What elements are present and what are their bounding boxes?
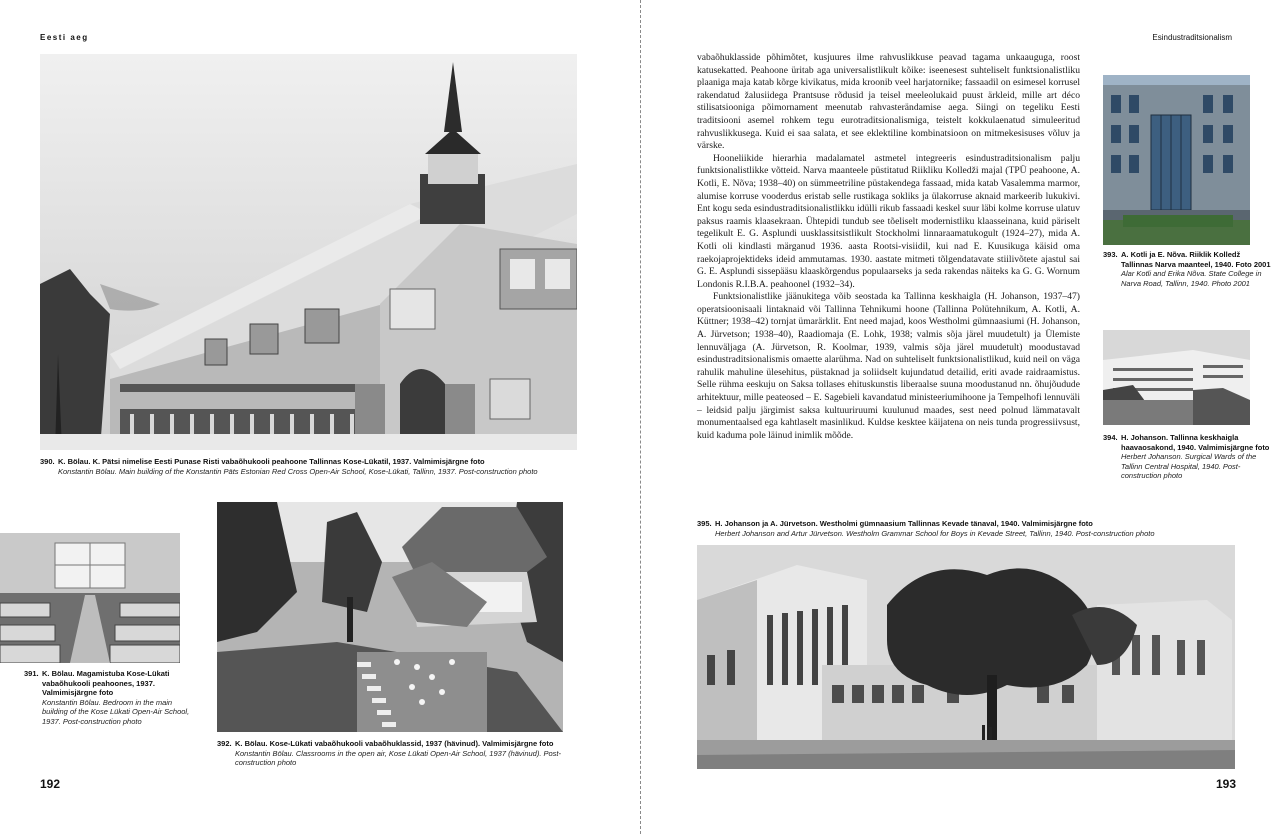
photo-391-bedroom [0,533,180,663]
caption-390: 390. K. Bölau. K. Pätsi nimelise Eesti Punase Risti vabaõhukooli peahoone Tallinnas Kose-Lükatil, 1937. Valmimisjärgne foto Konstantin Bölau. Main building of the Konstantin Päts Estonian Red Cross Open-Air School, Kose-Lükati, Tallinn, 1937. Post-construction photo [40,457,538,476]
caption-393: 393. A. Kotli ja E. Nõva. Riiklik Kolledž Tallinnas Narva maanteel, 1940. Foto 2001 Alar Kotli and Erika Nõva. State College in Narva Road, Tallinn, 1940. Photo 2001 [1103,250,1271,288]
paragraph-1: vabaõhuklasside põhimõtet, kusjuures ilme rahvuslikkuse peavad tagama unkaauguga, roost katusekatted. Peahoone üritab aga universalistlikult kõike: iseenesest suhteliselt funktsionalistliku plaaniga maja katab kõrge kivikatus, mida kroonib veel harjatornike; fassaadil on esimesel korrusel rakendatud žalusiidega Prantsuse rõdusid ja teisel meeleolukaid puust ärkleid, mille art déco stilisatsiooniga põimornament meenutab rahvasterändamise aega. Siingi on tegeliku Eesti traditsiooni asemel rohkem tegu eurotraditsionalismiga, teistelt kokkulaenatud simuleeritud rahvuslikkusega. Kuid ei saa salata, et see eklektiline kombinatsioon on mitmekesisuses võluv ja värske. [697,52,1080,152]
spread-gutter [640,0,641,834]
body-text [697,52,1080,442]
running-head-right: Esindustraditsionalism [1152,33,1232,42]
photo-393-state-college [1103,75,1250,245]
photo-394-central-hospital [1103,330,1250,425]
photo-390-school-main-building [40,54,577,450]
page-number-right: 193 [1216,777,1237,791]
caption-391: 391. K. Bölau. Magamistuba Kose-Lükati vabaõhukooli peahoones, 1937. Valmimisjärgne foto Konstantin Bölau. Bedroom in the main building of the Kose Lükati Open-Air School, 1937. Post-construction photo [24,669,190,726]
paragraph-3: Funktsionalistlike jäänukitega võib seostada ka Tallinna keskhaigla (H. Johanson, 1937–47) operatsioonisaali lintaknaid või Tallinna Tehnikumi hoone (Tallinna Polütehnikum, A. Kotli, A. Küttner; 1938–42) tornjat ümarärklit. Ent need majad, koos Westholmi gümnaasiumi (H. Johanson, A. Jürvetson; 1938–40), Raadiomaja (E. Lohk, 1938; valmis sõja järel muudetult) ja Ülemiste lennuväljaga (A. Jürvetson, R. Koolmar, 1939, valmis sõja järel muudetult) moodustavad esindustraditsionalismis omaette alarühma. Nad on suhteliselt funktsionalistlikud, kuid neil on väga rahulik mahuline ülesehitus, püstaknad ja soliidselt kujundatud detailid, eriti avade raidraamistus. Selle rühma eeskuju on Saksa tollases ehituskunstis liberaalse suuna moodustanud nn. õhujõudude arhitektuur, mille peateosed – E. Sagebieli kavandatud ministeeriumihoone ja Tempelhofi lennuväli – leidsid palju järgimist saksa kultuuriruumi kuulunud maades, sest need polnud lämmatavalt monumentaalsed ega kahtlaselt masinlikud. Kuldse kesktee käijatena on neis tunda progressiivsust, kuid kaduma pole läinud inimlik mõõde. [697,291,1080,441]
paragraph-2: Hooneliikide hierarhia madalamatel astmetel integreeris esindustraditsionalism palju funktsionalistlikke võtteid. Narva maanteele püstitatud Riikliku Kolledži majal (TPÜ peahoone, A. Kotli, E. Nõva; 1938–40) on sümmeetriline püstakendega fassaad, mida katab Vasalemma marmor, alumise korruse vooderdus eristab selle rustikaga sokliks ja ülakorruse aknaid markeerib lukukivi. Ent kogu seda esindustraditsionalistlikku idülli rikub fassaadi keskel suur läbi kolme korruse ulatuv paksus raamis klaasekraan. Ühtepidi tundub see tõeliselt modernistliku klaasseinana, kuid päriselt tegelikult E. G. Asplundi uusklassitsistlikult Stockholmi linnaraamatukogult (1924–27), mida A. Kotli oli kindlasti märganud 1936. aasta Rootsi-visiidil, kui nad E. Kuusikuga käisid oma raekojaprojektideks ideid ammutamas. 1930. aastate mitmeti tõlgendatavate stiilivõtete ajastul sai G. E. Asplundi sissepääsu klaaskõrgendus populaarseks ja seda rakendas näiteks ka G. G. Wornum Londonis R.I.B.A. peahoonel (1932–34). [697,152,1080,290]
caption-394: 394. H. Johanson. Tallinna keskhaigla haavaosakond, 1940. Valmimisjärgne foto Herbert Johanson. Surgical Wards of the Tallinn Central Hospital, 1940. Post-construction photo [1103,433,1270,480]
photo-395-westholm-school [697,545,1235,769]
caption-392: 392. K. Bölau. Kose-Lükati vabaõhukooli vabaõhuklassid, 1937 (hävinud). Valmimisjärgne foto Konstantin Bölau. Classrooms in the open air, Kose Lükati Open-Air School, 1937 (hävinud). Post-construction photo [217,739,562,767]
caption-395: 395. H. Johanson ja A. Jürvetson. Westholmi gümnaasium Tallinnas Kevade tänaval, 1940. Valmimisjärgne foto Herbert Johanson and Artur Jürvetson. Westholm Grammar School for Boys in Kevade Street, Tallinn, 1940. Post-construction photo [697,519,1155,538]
page-number-left: 192 [40,777,61,791]
running-head-left: Eesti aeg [40,33,89,42]
photo-392-open-air-classrooms [217,502,563,732]
